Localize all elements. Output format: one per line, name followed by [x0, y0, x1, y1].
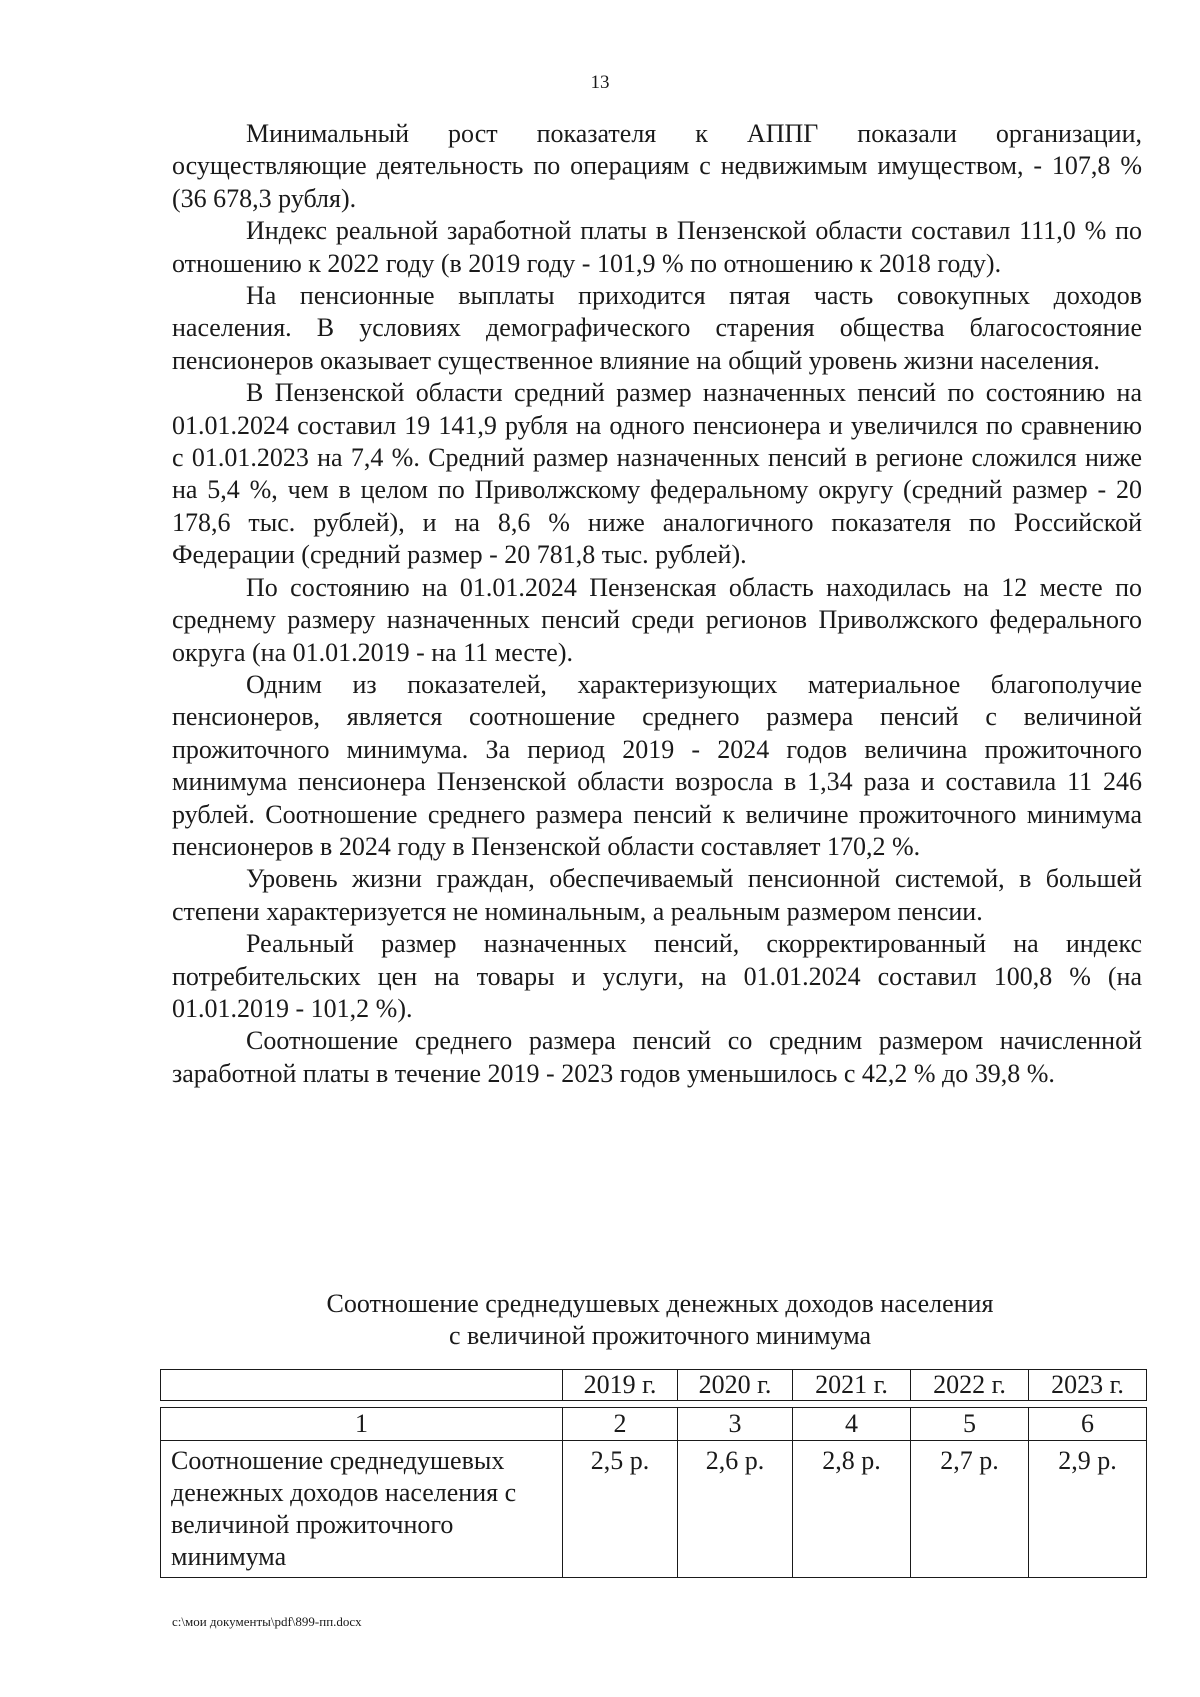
- table-title-line: с величиной прожиточного минимума: [448, 1321, 872, 1350]
- table-spacer: [161, 1401, 1147, 1408]
- table-title: [160, 1288, 1160, 1352]
- income-ratio-table: [160, 1369, 1147, 1578]
- paragraph: На пенсионные выплаты приходится пятая часть совокупных доходов населения. В условиях демографического старения общества благосостояние пенсионеров оказывает существенное влияние на общий уровень жизни населения.: [172, 281, 1142, 375]
- table-row-label: Соотношение среднедушевых денежных доходов населения с величиной прожиточного минимума: [161, 1441, 563, 1578]
- table-header-cell: 2019 г.: [563, 1370, 678, 1401]
- table-column-number-row: [161, 1408, 1147, 1441]
- table-column-number: 5: [911, 1408, 1029, 1441]
- paragraph: В Пензенской области средний размер назначенных пенсий по состоянию на 01.01.2024 составил 19 141,9 рубля на одного пенсионера и увеличился по сравнению с 01.01.2023 на 7,4 %. Средний размер назначенных пенсий в регионе сложился ниже на 5,4 %, чем в целом по Приволжскому федеральному округу (средний размер - 20 178,6 тыс. рублей), и на 8,6 % ниже аналогичного показателя по Российской Федерации (средний размер - 20 781,8 тыс. рублей).: [172, 378, 1142, 570]
- paragraph: Соотношение среднего размера пенсий со средним размером начисленной заработной платы в течение 2019 - 2023 годов уменьшилось с 42,2 % до 39,8 %.: [172, 1026, 1142, 1088]
- table-header-cell: 2023 г.: [1029, 1370, 1147, 1401]
- paragraph: Индекс реальной заработной платы в Пензенской области составил 111,0 % по отношению к 2022 году (в 2019 году - 101,9 % по отношению к 2018 году).: [172, 216, 1142, 278]
- table-header-cell: [161, 1370, 563, 1401]
- table-cell: 2,9 р.: [1029, 1441, 1147, 1578]
- table-column-number: 3: [678, 1408, 793, 1441]
- table-spacer-row: [161, 1401, 1147, 1408]
- paragraph: Уровень жизни граждан, обеспечиваемый пенсионной системой, в большей степени характеризуется не номинальным, а реальным размером пенсии.: [172, 864, 1142, 926]
- table-column-number: 6: [1029, 1408, 1147, 1441]
- table-header-cell: 2020 г.: [678, 1370, 793, 1401]
- table-column-number: 2: [563, 1408, 678, 1441]
- body-text: [172, 118, 1142, 1090]
- table-column-number: 4: [793, 1408, 911, 1441]
- table-column-number: 1: [161, 1408, 563, 1441]
- table-row: [161, 1441, 1147, 1578]
- table-header-cell: 2021 г.: [793, 1370, 911, 1401]
- table-header-cell: 2022 г.: [911, 1370, 1029, 1401]
- table-cell: 2,7 р.: [911, 1441, 1029, 1578]
- table-cell: 2,6 р.: [678, 1441, 793, 1578]
- paragraph: Реальный размер назначенных пенсий, скорректированный на индекс потребительских цен на товары и услуги, на 01.01.2024 составил 100,8 % (на 01.01.2019 - 101,2 %).: [172, 929, 1142, 1023]
- paragraph: Минимальный рост показателя к АППГ показали организации, осуществляющие деятельность по операциям с недвижимым имуществом, - 107,8 % (36 678,3 рубля).: [172, 119, 1142, 213]
- footer-file-path: c:\мои документы\pdf\899-пп.docx: [172, 1614, 362, 1629]
- page-number: 13: [590, 72, 610, 93]
- table-header-row: [161, 1370, 1147, 1401]
- paragraph: По состоянию на 01.01.2024 Пензенская область находилась на 12 месте по среднему размеру назначенных пенсий среди регионов Приволжского федерального округа (на 01.01.2019 - на 11 месте).: [172, 572, 1142, 667]
- table-cell: 2,8 р.: [793, 1441, 911, 1578]
- paragraph: Одним из показателей, характеризующих материальное благополучие пенсионеров, является соотношение среднего размера пенсий с величиной прожиточного минимума. За период 2019 - 2024 годов величина прожиточного минимума пенсионера Пензенской области возросла в 1,34 раза и составила 11 246 рублей. Соотношение среднего размера пенсий к величине прожиточного минимума пенсионеров в 2024 году в Пензенской области составляет 170,2 %.: [172, 669, 1142, 861]
- table-cell: 2,5 р.: [563, 1441, 678, 1578]
- table-title-line: Соотношение среднедушевых денежных доходов населения: [326, 1289, 994, 1318]
